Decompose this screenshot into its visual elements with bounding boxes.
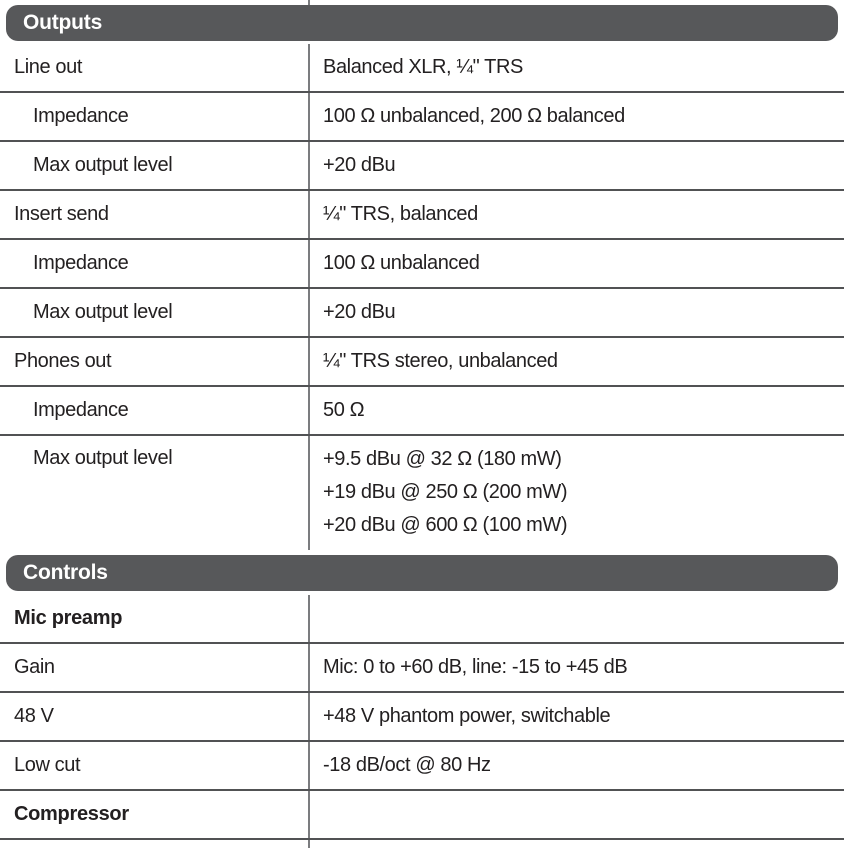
- table-row: [0, 742, 844, 791]
- row-label: Impedance: [33, 399, 129, 421]
- controls-table: [0, 595, 844, 848]
- value-line: +48 V phantom power, switchable: [323, 705, 611, 727]
- row-value: [308, 289, 844, 336]
- section-header-controls: [6, 555, 838, 591]
- row-value: [308, 387, 844, 434]
- row-value: [308, 191, 844, 238]
- row-value: [308, 338, 844, 385]
- value-line: 100 Ω unbalanced: [323, 252, 480, 274]
- table-row: [0, 289, 844, 338]
- value-line: 50 Ω: [323, 399, 365, 421]
- row-label: Mic preamp: [14, 607, 123, 629]
- value-line: +20 dBu: [323, 154, 396, 176]
- table-row: [0, 436, 844, 550]
- value-line: +19 dBu @ 250 Ω (200 mW): [323, 481, 568, 503]
- table-row: [0, 693, 844, 742]
- row-label: Max output level: [33, 447, 173, 469]
- row-label: Line out: [14, 56, 82, 78]
- value-line: +9.5 dBu @ 32 Ω (180 mW): [323, 448, 562, 470]
- row-value: [308, 240, 844, 287]
- row-value: [308, 436, 844, 550]
- row-label: Gain: [14, 656, 55, 678]
- value-line: Mic: 0 to +60 dB, line: -15 to +45 dB: [323, 656, 628, 678]
- value-line: Balanced XLR, ¼" TRS: [323, 56, 523, 78]
- table-row: [0, 191, 844, 240]
- row-value: [308, 693, 844, 740]
- table-row: [0, 387, 844, 436]
- row-label: Insert send: [14, 203, 109, 225]
- section-title: Controls: [23, 561, 108, 584]
- table-row: [0, 93, 844, 142]
- table-row: [0, 44, 844, 93]
- row-value: [308, 595, 844, 642]
- row-value: [308, 791, 844, 838]
- outputs-table: [0, 44, 844, 550]
- table-row: [0, 644, 844, 693]
- value-line: ¼" TRS, balanced: [323, 203, 478, 225]
- value-line: +20 dBu: [323, 301, 396, 323]
- table-row: [0, 240, 844, 289]
- row-value: [308, 93, 844, 140]
- row-value: [308, 644, 844, 691]
- section-title: Outputs: [23, 11, 103, 34]
- row-value: [308, 142, 844, 189]
- table-row: [0, 791, 844, 840]
- value-line: -18 dB/oct @ 80 Hz: [323, 754, 491, 776]
- row-label: Compressor: [14, 803, 129, 825]
- row-label: Phones out: [14, 350, 112, 372]
- row-label: Impedance: [33, 252, 129, 274]
- table-row: [0, 338, 844, 387]
- column-divider: [308, 0, 310, 5]
- column-divider: [308, 840, 310, 848]
- row-label: Max output level: [33, 301, 173, 323]
- section-header-outputs: [6, 5, 838, 41]
- table-row: [0, 595, 844, 644]
- row-label: Low cut: [14, 754, 81, 776]
- value-line: ¼" TRS stereo, unbalanced: [323, 350, 558, 372]
- row-label: Impedance: [33, 105, 129, 127]
- row-label: Max output level: [33, 154, 173, 176]
- previous-table-edge: [0, 0, 844, 5]
- next-row-edge: [0, 840, 844, 848]
- value-line: +20 dBu @ 600 Ω (100 mW): [323, 514, 568, 536]
- value-line: 100 Ω unbalanced, 200 Ω balanced: [323, 105, 625, 127]
- row-label: 48 V: [14, 705, 54, 727]
- table-row: [0, 142, 844, 191]
- row-value: [308, 742, 844, 789]
- row-value: [308, 44, 844, 91]
